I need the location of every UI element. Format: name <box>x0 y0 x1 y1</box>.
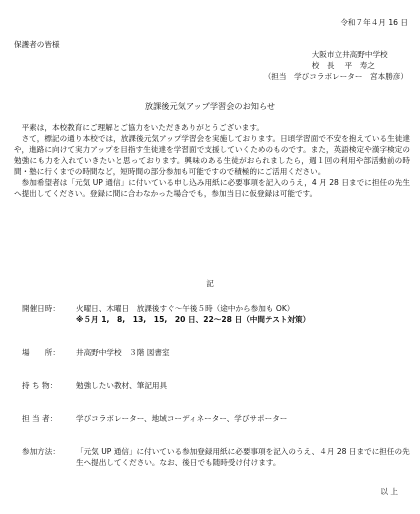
datetime-note: ※５月 1, 8, 13, 15, 20 日、22～28 日（中間テスト対策） <box>76 315 311 324</box>
details-list <box>22 303 414 468</box>
detail-value: 「元気 UP 通信」に付いている参加登録用紙に必要事項を記入のうえ、４月 28 日までに担任の先生へ提出してください。なお、後日でも随時受け付けます。 <box>76 447 410 467</box>
detail-place <box>22 347 414 358</box>
detail-label: 開催日時： <box>22 304 60 313</box>
principal-name: 校 長 平 寿之 <box>311 61 375 70</box>
paragraph-description: さて，標記の通り本校では，放課後元気アップ学習会を実施しております。日頃学習面で不安を抱えている生徒達や，進路に向けて実力アップを目指す生徒達を学習面で支援していくためのものです。また，英語検定や漢字検定の勉強にも力を入れていきたいと思っております。興味のある生徒がおられましたら，週１回の利用や部活動前の時間・塾に行くまでの時間など，短時間の部分参加も可能ですので積極的にご活用ください。 <box>14 134 410 176</box>
body-text <box>14 122 410 199</box>
datetime-value: 火曜日、木曜日 放課後すぐ～午後５時（途中から参加も OK） <box>76 304 295 313</box>
paragraph-greeting: 平素は，本校教育にご理解とご協力をいただきありがとうございます。 <box>21 123 264 132</box>
detail-label: 参加方法： <box>22 447 60 456</box>
detail-value <box>76 303 414 325</box>
document-title: 放課後元気アップ学習会のお知らせ <box>144 101 276 111</box>
issue-date: 令和７年４月 16 日 <box>340 18 408 27</box>
detail-value: 井高野中学校 ３階 図書室 <box>76 348 170 357</box>
contact-person: （担当 学びコラボレーター 宮本勝彦） <box>263 72 408 81</box>
detail-value: 学びコラボレーター、地域コーディネーター、学びサポーター <box>76 414 288 423</box>
paragraph-application: 参加希望者は「元気 UP 通信」に付いている申し込み用紙に必要事項を記入のうえ，4 月 28 日までに担任の先生へ提出してください。登録に間に合わなかった場合でも，参加当日に仮登録は可能です。 <box>14 178 410 198</box>
closing-mark: 以 上 <box>380 487 398 496</box>
ki-heading: 記 <box>206 279 214 288</box>
detail-items <box>22 380 414 391</box>
detail-label: 担 当 者： <box>22 414 58 423</box>
detail-method <box>22 446 414 468</box>
detail-label: 持 ち 物： <box>22 381 58 390</box>
school-name: 大阪市立井高野中学校 <box>311 50 388 59</box>
sender-block <box>264 49 408 82</box>
detail-staff <box>22 413 414 424</box>
recipient: 保護者の皆様 <box>14 40 60 49</box>
detail-label: 場 所： <box>22 348 60 357</box>
detail-datetime <box>22 303 414 325</box>
detail-value: 勉強したい教材、筆記用具 <box>76 381 168 390</box>
